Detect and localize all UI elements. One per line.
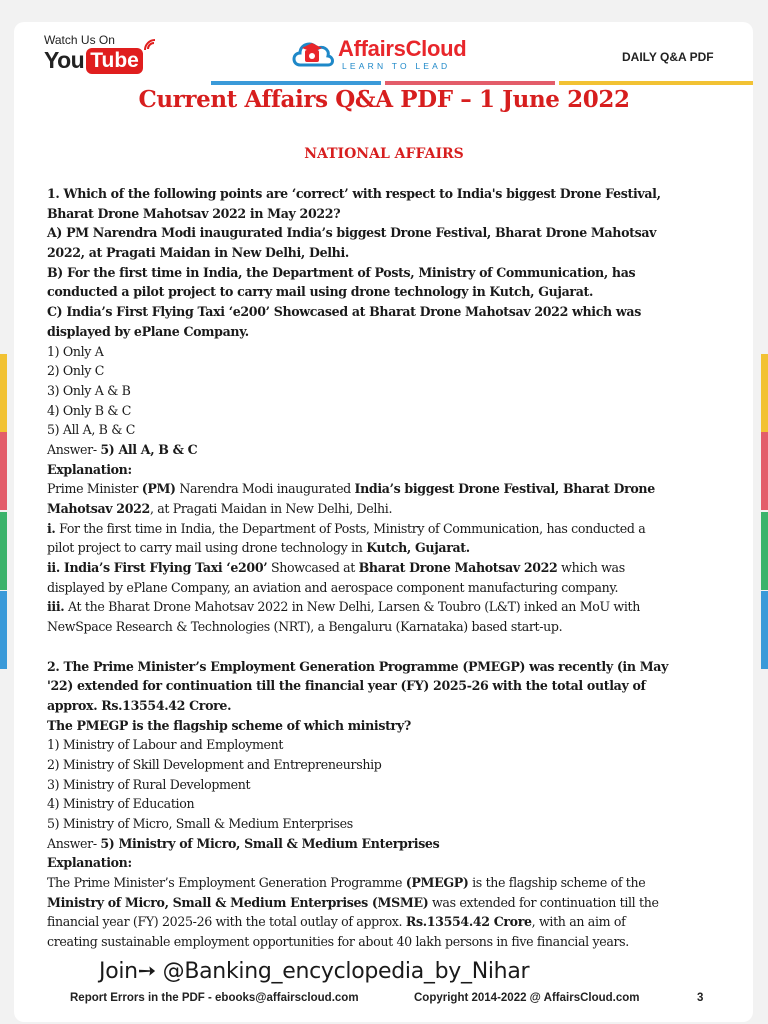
- q1-explanation-line: [47, 538, 727, 558]
- text-run: financial year (FY) 2025-26 with the total outlay of approx.: [47, 914, 406, 930]
- q2-answer: [47, 834, 727, 854]
- watch-us-on-label: Watch Us On: [44, 33, 115, 47]
- q1-statement-a: A) PM Narendra Modi inaugurated India’s biggest Drone Festival, Bharat Drone Mahotsav: [47, 225, 657, 241]
- text-run: Prime Minister: [47, 481, 142, 497]
- q2-explanation-line: [47, 873, 727, 893]
- q1-explanation-line: displayed by ePlane Company, an aviation and aerospace component manufacturing company.: [47, 579, 619, 595]
- answer-value: 5) All A, B & C: [100, 441, 198, 457]
- page-title: Current Affairs Q&A PDF – 1 June 2022: [138, 86, 630, 113]
- q2-option: 1) Ministry of Labour and Employment: [47, 737, 284, 753]
- q2-question-line: approx. Rs.13554.42 Crore.: [47, 697, 232, 713]
- text-run: i.: [47, 520, 56, 536]
- text-run: Mahotsav 2022: [47, 501, 150, 516]
- header-bar-yellow: [559, 81, 753, 85]
- q1-statement-c: displayed by ePlane Company.: [47, 323, 249, 339]
- q1-explanation-line: [47, 519, 727, 539]
- side-tab-yellow-left: [0, 354, 7, 432]
- q1-explanation-label: Explanation:: [47, 461, 132, 477]
- footer-copyright: Copyright 2014-2022 @ AffairsCloud.com: [414, 992, 640, 1004]
- side-tab-green-left: [0, 512, 7, 590]
- text-run: Narendra Modi inaugurated: [175, 481, 355, 497]
- text-run: (PM): [141, 481, 176, 497]
- q2-explanation-line: [47, 893, 727, 913]
- text-run: India’s biggest Drone Festival, Bharat Drone: [354, 481, 655, 497]
- cloud-graduate-icon: [290, 33, 336, 71]
- answer-value: 5) Ministry of Micro, Small & Medium Enterprises: [100, 835, 440, 851]
- q2-question-line: The PMEGP is the flagship scheme of which ministry?: [47, 717, 411, 733]
- q1-option: 5) All A, B & C: [47, 422, 136, 438]
- text-run: which was: [557, 560, 625, 576]
- q1-explanation-line: [47, 479, 727, 499]
- footer-report-errors[interactable]: Report Errors in the PDF - ebooks@affairscloud.com: [70, 992, 359, 1004]
- text-run: Bharat Drone Mahotsav 2022: [358, 560, 558, 576]
- text-run: At the Bharat Drone Mahotsav 2022 in New Delhi, Larsen & Toubro (L&T) inked an MoU with: [64, 599, 640, 615]
- answer-prefix: Answer-: [47, 835, 101, 851]
- text-run: Rs.13554.42 Crore: [405, 914, 532, 930]
- text-run: is the flagship scheme of the: [468, 875, 646, 891]
- header-bar-blue: [211, 81, 381, 85]
- affairscloud-logo[interactable]: [290, 33, 490, 73]
- q1-answer: [47, 440, 727, 460]
- side-tab-red-left: [0, 432, 7, 510]
- answer-prefix: Answer-: [47, 441, 101, 457]
- section-heading: NATIONAL AFFAIRS: [304, 146, 464, 162]
- brand-tagline: LEARN TO LEAD: [342, 61, 451, 71]
- side-tab-blue-right: [761, 591, 768, 669]
- q1-explanation-line: [47, 597, 727, 617]
- text-run: , at Pragati Maidan in New Delhi, Delhi.: [149, 501, 393, 516]
- text-run: Showcased at: [267, 560, 359, 576]
- text-run: (PMEGP): [405, 875, 469, 891]
- text-run: pilot project to carry mail using drone technology in: [47, 540, 367, 556]
- q2-explanation-line: [47, 912, 727, 932]
- side-tab-green-right: [761, 512, 768, 590]
- q1-option: 2) Only C: [47, 363, 104, 379]
- q1-option: 1) Only A: [47, 343, 104, 359]
- q2-option: 4) Ministry of Education: [47, 796, 195, 812]
- q1-question-line: 1. Which of the following points are ‘correct’ with respect to India's biggest Drone Festival,: [47, 186, 661, 201]
- q1-option: 4) Only B & C: [47, 402, 132, 418]
- youtube-badge[interactable]: [44, 33, 159, 75]
- q1-statement-c: C) India’s First Flying Taxi ‘e200’ Showcased at Bharat Drone Mahotsav 2022 which was: [47, 304, 641, 320]
- q2-explanation-label: Explanation:: [47, 855, 132, 871]
- page-number: 3: [697, 992, 704, 1004]
- q2-question-line: 2. The Prime Minister’s Employment Generation Programme (PMEGP) was recently (in May: [47, 658, 669, 674]
- text-run: For the first time in India, the Department of Posts, Ministry of Communication, has conducted a: [55, 520, 646, 536]
- youtube-you-text: You: [44, 47, 85, 73]
- side-tab-yellow-right: [761, 354, 768, 432]
- doc-type-label: DAILY Q&A PDF: [622, 50, 714, 64]
- q1-explanation-line: [47, 499, 727, 519]
- text-run: Kutch, Gujarat.: [366, 540, 470, 556]
- spacer: [47, 637, 727, 657]
- side-tab-red-right: [761, 432, 768, 510]
- text-run: iii.: [47, 599, 65, 615]
- qa-content: [47, 184, 727, 952]
- text-run: ii. India’s First Flying Taxi ‘e200’: [47, 560, 268, 576]
- q1-question-line: Bharat Drone Mahotsav 2022 in May 2022?: [47, 205, 341, 221]
- side-tab-blue-left: [0, 591, 7, 669]
- text-run: was extended for continuation till the: [428, 894, 659, 910]
- q2-explanation-line: creating sustainable employment opportunities for about 40 lakh persons in five financial years.: [47, 934, 629, 950]
- youtube-logo: [44, 47, 143, 74]
- text-run: The Prime Minister’s Employment Generation Programme: [47, 875, 406, 891]
- broadcast-waves-icon: [143, 36, 161, 52]
- brand-name: AffairsCloud: [338, 36, 467, 61]
- header-bar-red: [385, 81, 555, 85]
- q1-option: 3) Only A & B: [47, 382, 131, 398]
- join-channel-link[interactable]: Join➙ @Banking_encyclopedia_by_Nihar: [99, 959, 530, 984]
- q2-question-line: '22) extended for continuation till the financial year (FY) 2025-26 with the total outlay of: [47, 678, 646, 694]
- text-run: Ministry of Micro, Small & Medium Enterprises (MSME): [47, 894, 429, 910]
- q2-option: 2) Ministry of Skill Development and Entrepreneurship: [47, 756, 382, 772]
- youtube-tube-text: Tube: [86, 48, 143, 74]
- q2-option: 5) Ministry of Micro, Small & Medium Enterprises: [47, 816, 353, 831]
- q1-statement-a: 2022, at Pragati Maidan in New Delhi, Delhi.: [47, 245, 349, 261]
- q1-explanation-line: [47, 558, 727, 578]
- q2-option: 3) Ministry of Rural Development: [47, 776, 251, 792]
- q1-statement-b: conducted a pilot project to carry mail using drone technology in Kutch, Gujarat.: [47, 284, 594, 300]
- q1-explanation-line: NewSpace Research & Technologies (NRT), a Bengaluru (Karnataka) based start-up.: [47, 619, 563, 635]
- text-run: , with an aim of: [531, 914, 626, 930]
- q1-statement-b: B) For the first time in India, the Department of Posts, Ministry of Communication, has: [47, 264, 636, 280]
